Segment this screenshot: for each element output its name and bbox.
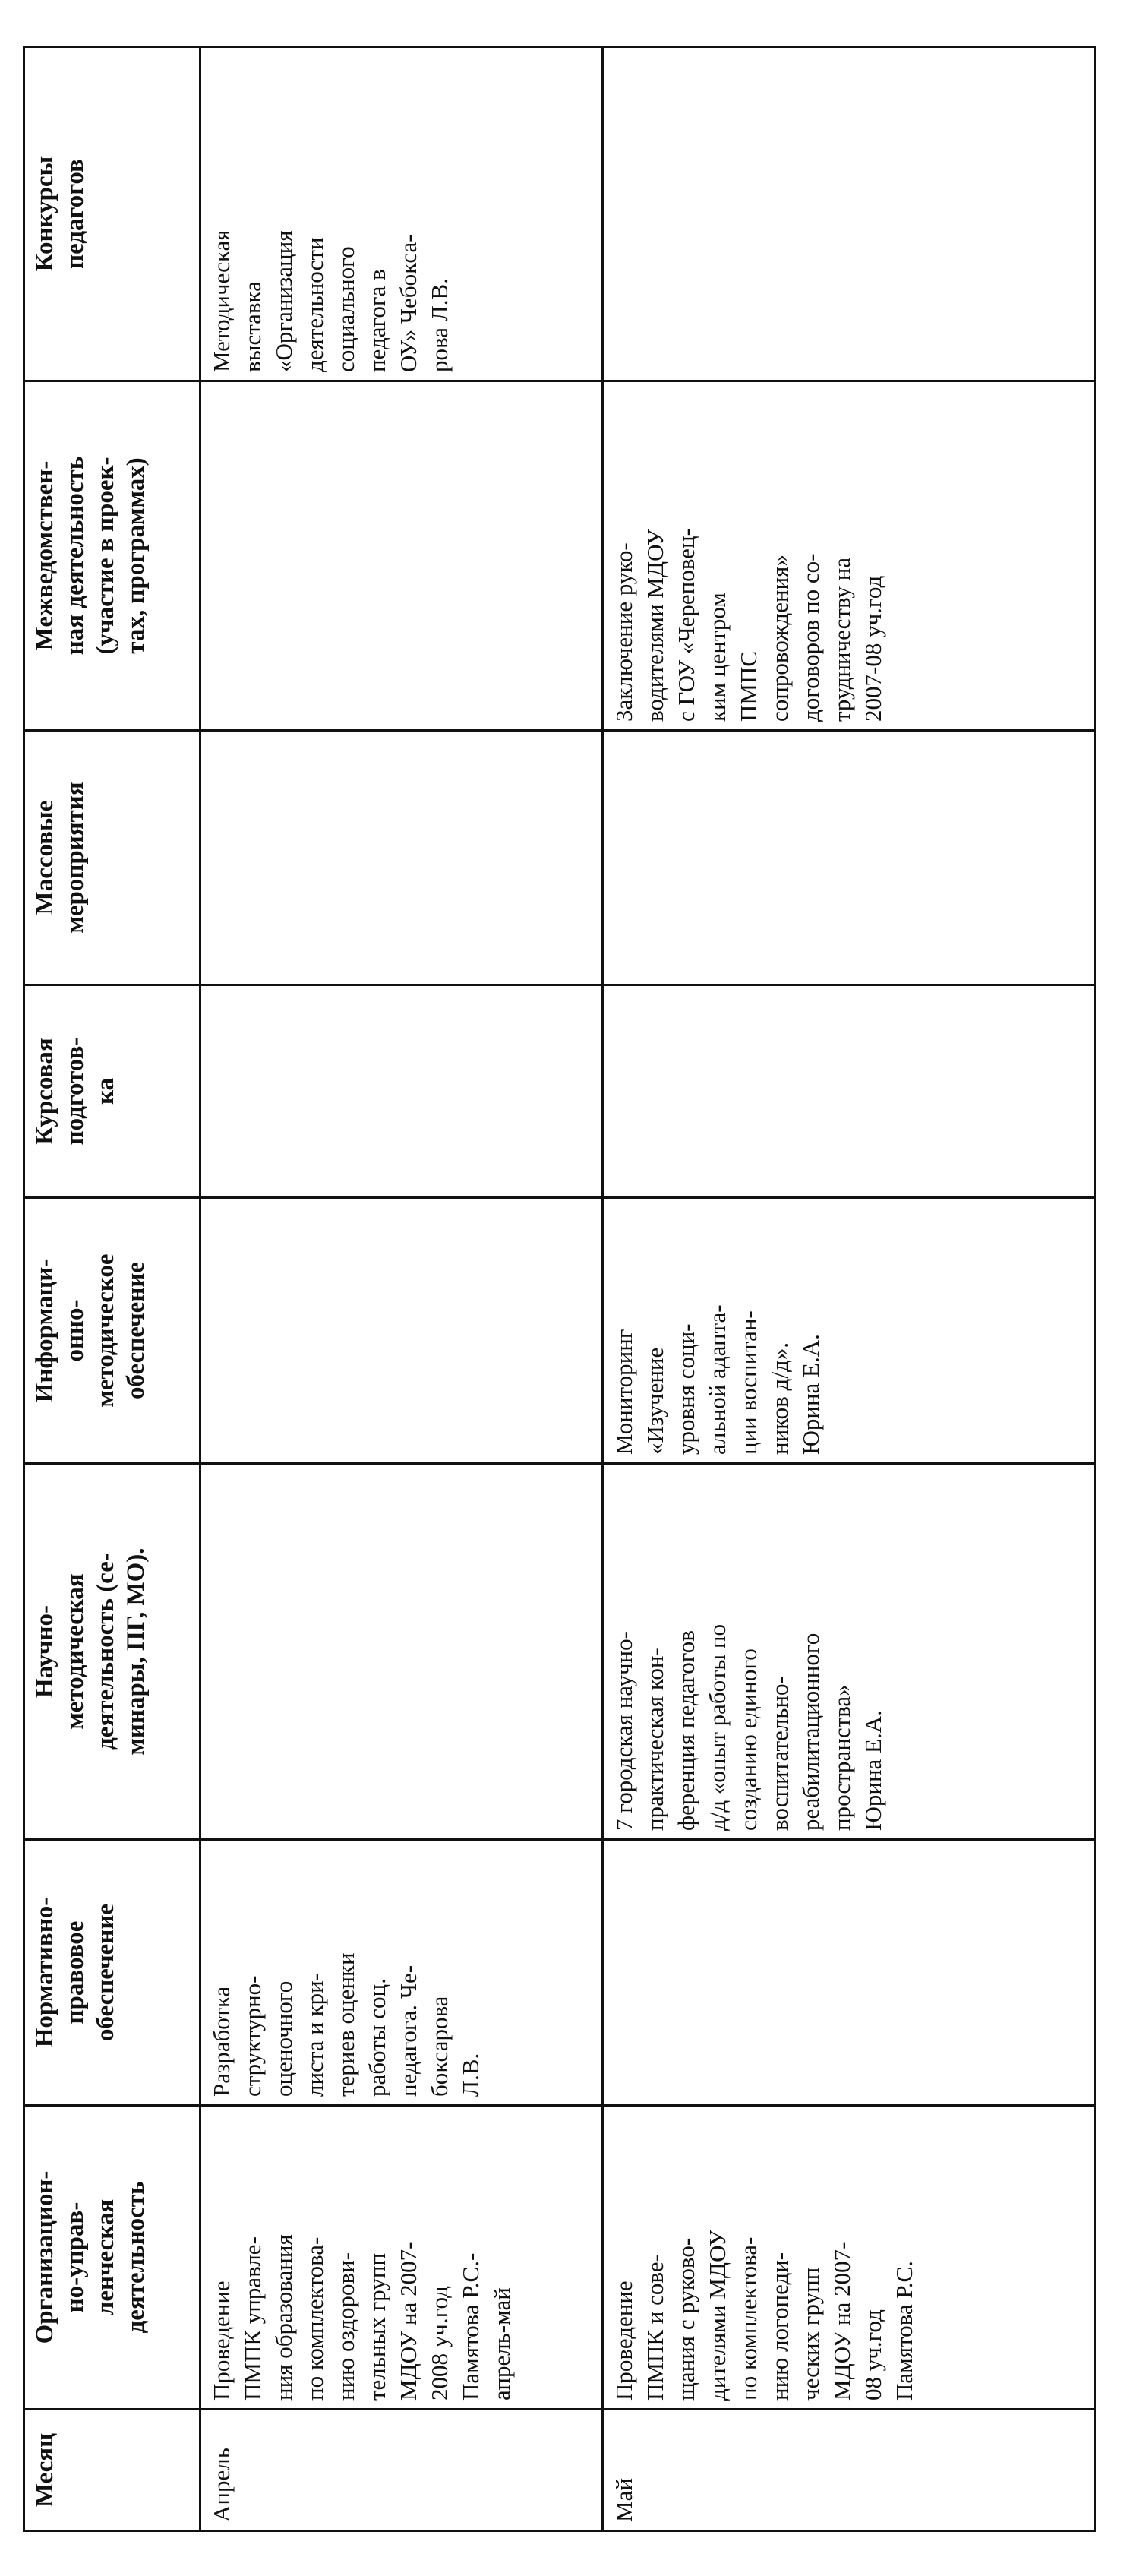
header-normative-legal: Нормативно- правовое обеспечение — [24, 1840, 200, 2106]
table-cell: Проведение ПМПК управле- ния образования по комплектова- нию оздорови- тельных групп МДОУ на 2007- 2008 уч.год Памятова Р.С.- апрель-май — [200, 2106, 603, 2410]
table-cell: Методическая выставка «Организация деятельности социального педагога в ОУ» Чебокса- рова Л.В. — [200, 47, 603, 381]
row-month-april: Апрель — [200, 2410, 603, 2531]
header-interdepartmental: Межведомствен- ная деятельность (участие в проек- тах, программах) — [24, 381, 200, 731]
table-cell — [603, 1840, 1095, 2106]
table-cell: 7 городская научно- практическая кон- ференция педагогов д/д «опыт работы по созданию единого воспитательно- реабилитационного пространства» Юрина Е.А. — [603, 1464, 1095, 1840]
table-cell — [200, 1198, 603, 1464]
table-cell — [603, 47, 1095, 381]
row-month-may: Май — [603, 2410, 1095, 2531]
table-cell — [200, 731, 603, 985]
rotated-page — [23, 48, 1094, 2532]
table-cell: Мониторинг «Изучение уровня соци- альной адапта- ции воспитан- ников д/д». Юрина Е.А. — [603, 1198, 1095, 1464]
header-month: Месяц — [24, 2410, 200, 2531]
table-cell: Разработка структурно- оценочного листа и кри- териев оценки работы соц. педагога. Че- боксарова Л.В. — [200, 1840, 603, 2106]
table-cell — [603, 731, 1095, 985]
header-information-methodical: Информаци- онно- методическое обеспечение — [24, 1198, 200, 1464]
table-cell — [603, 985, 1095, 1198]
table-cell: Заключение руко- водителями МДОУ с ГОУ «Череповец- ким центром ПМПС сопровождения» договоров по со- трудничеству на 2007-08 уч.год — [603, 381, 1095, 731]
header-course-training: Курсовая подготов- ка — [24, 985, 200, 1198]
plan-table — [23, 46, 1096, 2532]
header-teacher-contests: Конкурсы педагогов — [24, 47, 200, 381]
table-cell: Проведение ПМПК и сове- щания с руково- дителями МДОУ по комплектова- нию логопеди- ческих групп МДОУ на 2007- 08 уч.год Памятова Р.С. — [603, 2106, 1095, 2410]
table-cell — [200, 1464, 603, 1840]
header-scientific-methodical: Научно- методическая деятельность (се- минары, ПГ, МО). — [24, 1464, 200, 1840]
header-mass-events: Массовые мероприятия — [24, 731, 200, 985]
header-org-management: Организацион- но-управ- ленческая деятельность — [24, 2106, 200, 2410]
table-cell — [200, 985, 603, 1198]
header-row — [24, 47, 200, 2531]
table-row — [603, 47, 1095, 2531]
table-cell — [200, 381, 603, 731]
table-row — [200, 47, 603, 2531]
